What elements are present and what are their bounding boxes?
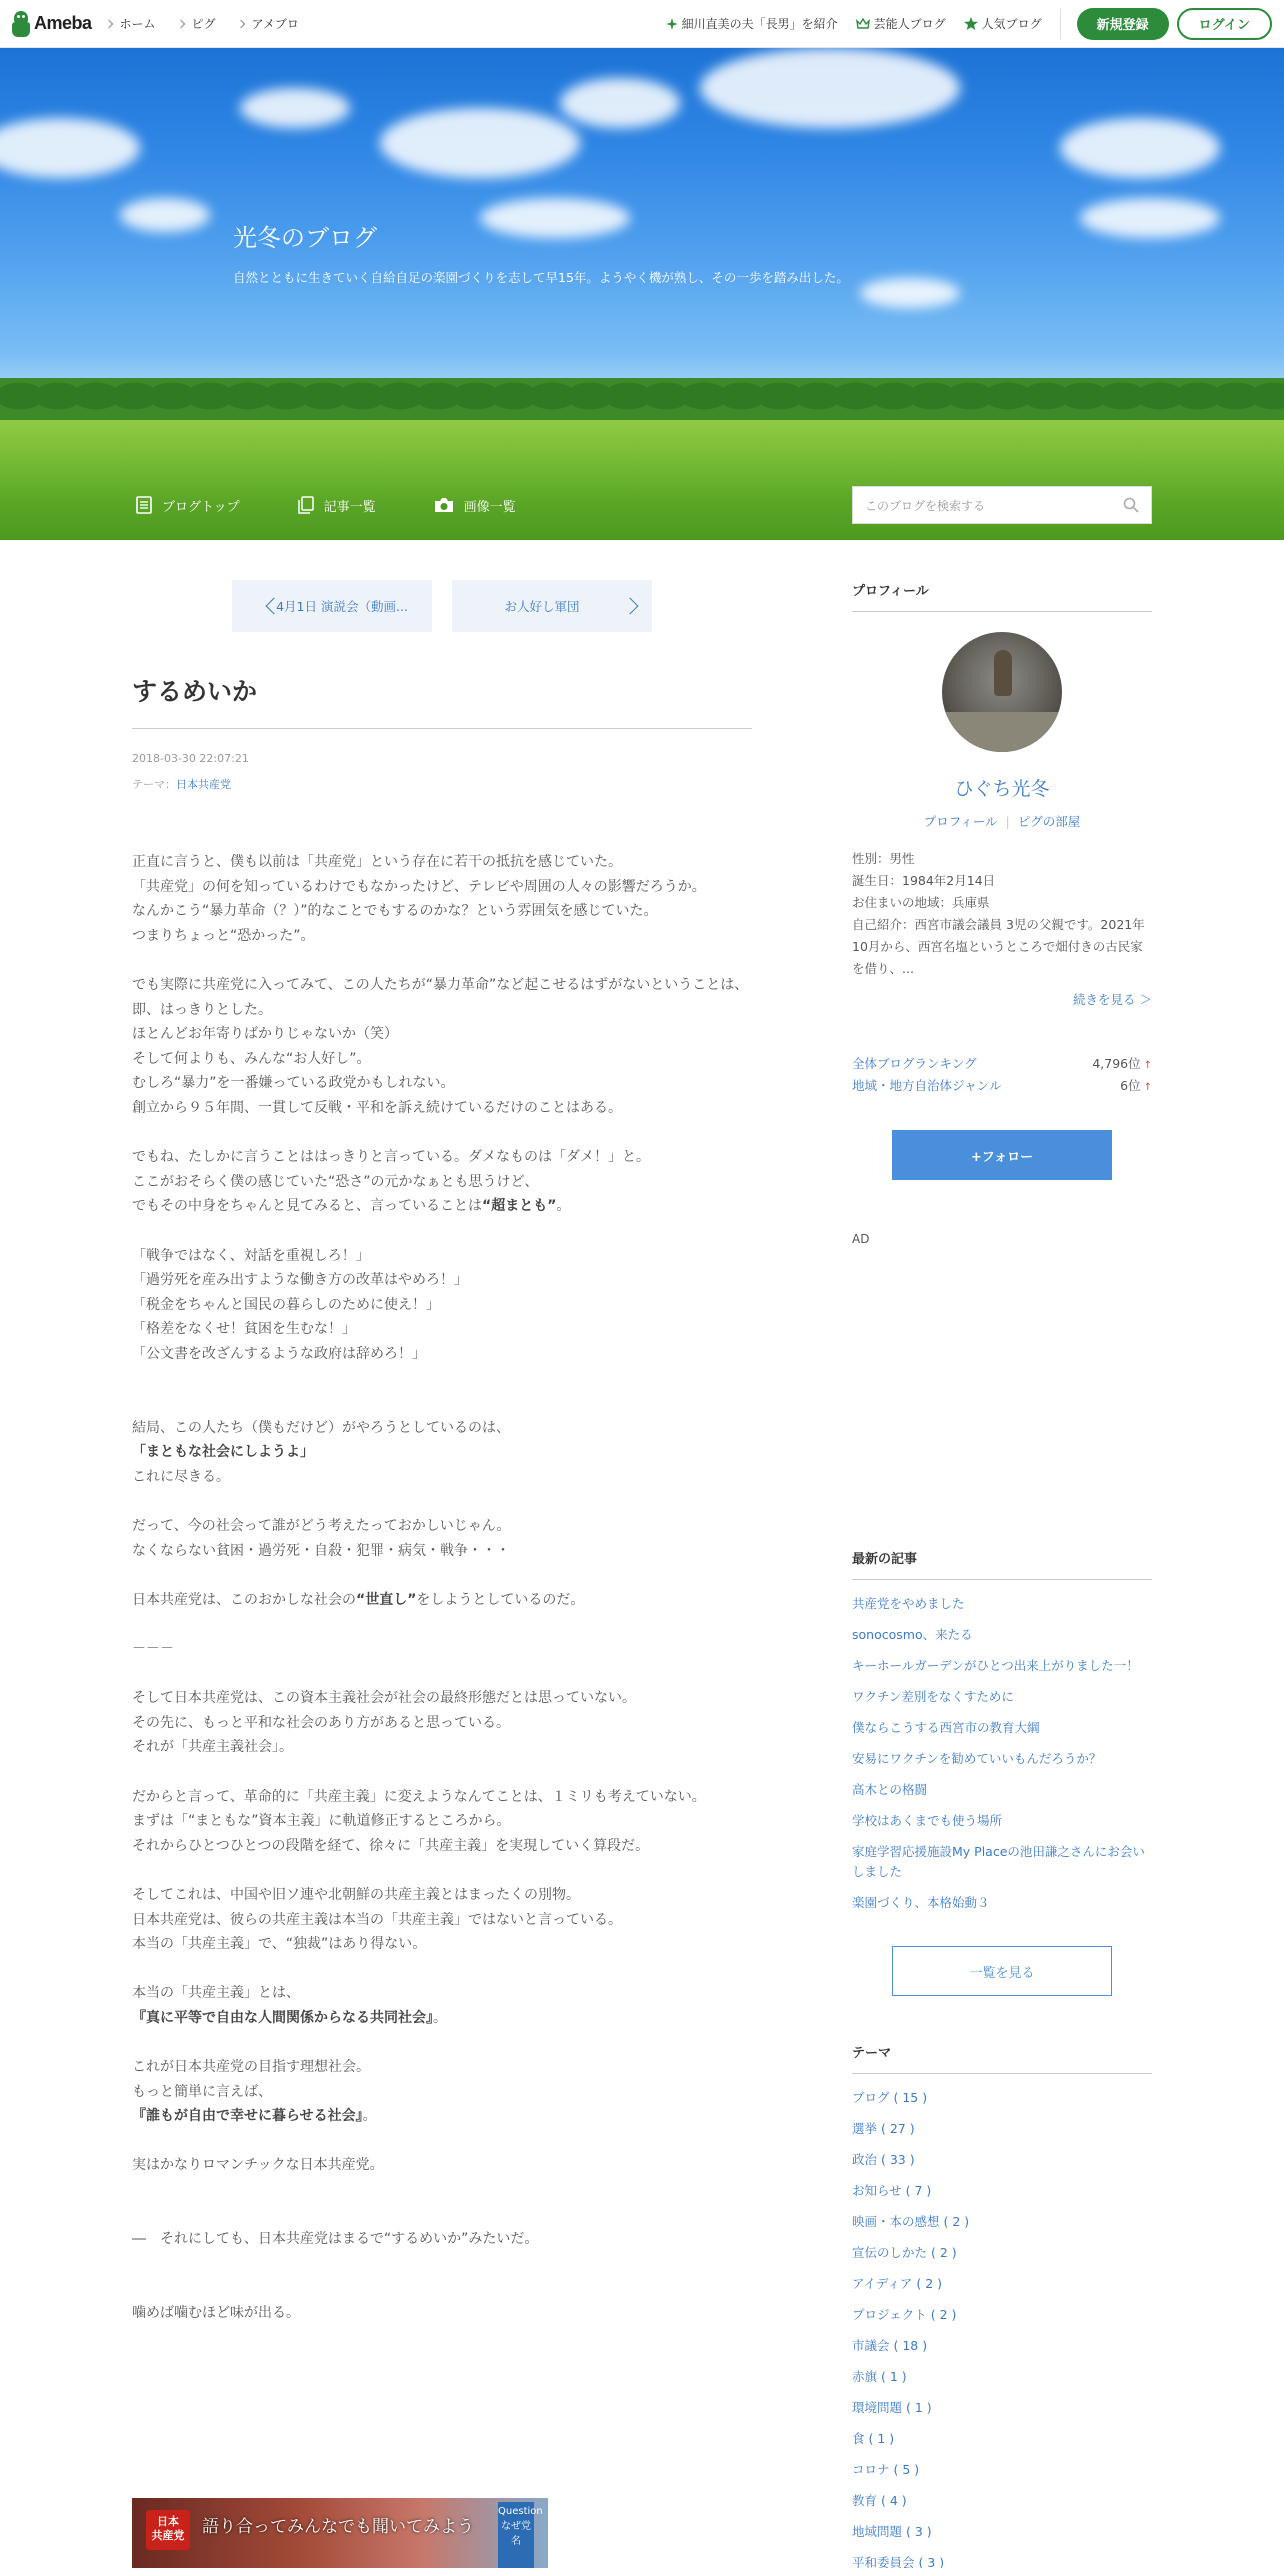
ranking-genre: 地域・地方自治体ジャンル 6位 ↑ [852, 1078, 1152, 1093]
cloud [700, 48, 960, 128]
blog-title[interactable]: 光冬のブログ [233, 225, 377, 252]
video-side-label: Question なぜ党名 [498, 2502, 534, 2568]
paragraph: 実はかなりロマンチックな日本共産党。 [132, 2157, 384, 2174]
ranking-overall: 全体ブログランキング 4,796位 ↑ [852, 1056, 1152, 1071]
cloud [0, 118, 140, 178]
spacer [132, 2276, 752, 2301]
paragraph: 本当の「共産主義」とは、 『真に平等で自由な人間関係からなる共同社会』。 [132, 1985, 447, 2026]
crown-icon [856, 18, 870, 30]
spacer [132, 1391, 752, 1416]
paragraph: －－－ [132, 1641, 174, 1657]
featured-link[interactable]: 細川直美の夫「長男」を紹介 [666, 15, 838, 32]
chevron-right-icon [622, 598, 639, 615]
paragraph: でも実際に共産党に入ってみて、この人たちが“暴力革命”など起こせるはずがないということは、即、はっきりとした。 ほとんどお年寄りばかりじゃないか（笑） そして何よりも、みんな“お人好し”。 むしろ“暴力”を一番嫌っている政党かもしれない。 創立から９５年間、一貫して反戦・平和を訴え続けているだけのことはある。 [132, 976, 749, 1116]
paragraph: 結局、この人たち（僕もだけど）がやろうとしているのは、 「まともな社会にしようよ」 これに尽きる。 [132, 1419, 510, 1485]
nav-blog-top[interactable]: ブログトップ [136, 496, 240, 515]
latest-entry-link[interactable]: 学校はあくまでも使う場所 [852, 1813, 1003, 1828]
theme-item[interactable]: プロジェクト ( 2 ) [852, 2307, 957, 2322]
nav-image-list[interactable]: 画像一覧 [434, 496, 516, 515]
entry-pager [232, 580, 672, 632]
star-icon [964, 17, 978, 30]
theme-link[interactable]: 日本共産党 [176, 778, 231, 791]
profile-name[interactable]: ひぐち光冬 [954, 778, 1050, 800]
profile-more-link[interactable]: 続きを見る ＞ [1073, 992, 1152, 1007]
paragraph: 噛めば噛むほど味が出る。 [132, 2305, 300, 2322]
pig-room-link[interactable]: ピグの部屋 [1017, 814, 1081, 829]
follow-button[interactable]: +フォロー [892, 1130, 1112, 1180]
copy-icon [298, 496, 314, 514]
theme-item[interactable]: 市議会 ( 18 ) [852, 2338, 928, 2353]
rank-up-icon: ↑ [1143, 1082, 1152, 1093]
blog-search-input[interactable]: このブログを検索する [852, 486, 1152, 524]
blog-header-banner [0, 48, 1284, 540]
latest-heading: 最新の記事 [852, 1548, 1152, 1580]
latest-entry-link[interactable]: 共産党をやめました [852, 1596, 965, 1611]
chevron-right-icon [176, 19, 184, 27]
video-badge: 日本 共産党 [146, 2510, 190, 2550]
paragraph: これが日本共産党の目指す理想社会。 もっと簡単に言えば、 『誰もが自由で幸せに暮らせる社会』。 [132, 2059, 377, 2125]
profile-heading: プロフィール [852, 580, 1152, 612]
ameba-logo[interactable]: Ameba [12, 0, 92, 48]
paragraph: そして日本共産党は、この資本主義社会が社会の最終形態だとは思っていない。 その先に、もっと平和な社会のあり方があると思っている。 それが「共産主義社会」。 [132, 1690, 636, 1756]
nav-entry-list[interactable]: 記事一覧 [298, 496, 376, 515]
celebrity-blog-link[interactable]: 芸能人ブログ [856, 15, 946, 32]
profile-info: 性別：男性 誕生日：1984年2月14日 お住まいの地域：兵庫県 自己紹介：西宮市議会議員 3児の父親です。2021年10月から、西宮名塩というところで畑付きの古民家を借り、... [852, 851, 1145, 976]
spacer [132, 2203, 752, 2228]
theme-item[interactable]: 宣伝のしかた ( 2 ) [852, 2245, 957, 2260]
latest-entry-link[interactable]: 高木との格闘 [852, 1782, 928, 1797]
latest-entry-link[interactable]: ワクチン差別をなくすために [852, 1689, 1014, 1704]
separator: | [1005, 814, 1010, 829]
prev-entry-link[interactable]: 4月1日 演説会（動画... [232, 580, 432, 632]
cloud [560, 78, 680, 128]
ameba-mascot-icon [12, 11, 30, 37]
theme-list [852, 2042, 1152, 2568]
theme-item[interactable]: 地域問題 ( 3 ) [852, 2524, 932, 2539]
paragraph: 正直に言うと、僕も以前は「共産党」という存在に若干の抵抗を感じていた。 「共産党」の何を知っているわけでもなかったけど、テレビや周囲の人々の影響だろうか。 なんかこう“暴力革命（？）”的なことでもするのかな？という雰囲気を感じていた。 つまりちょっと“恐かった”。 [132, 854, 706, 944]
latest-entry-link[interactable]: sonocosmo、来たる [852, 1627, 973, 1642]
latest-entry-link[interactable]: 家庭学習応援施設My Placeの池田謙之さんにお会いしました [852, 1844, 1145, 1879]
latest-entry-link[interactable]: キーホールガーデンがひとつ出来上がりました一！ [852, 1658, 1139, 1673]
popular-blog-link[interactable]: 人気ブログ [964, 15, 1042, 32]
avatar[interactable] [942, 632, 1062, 752]
next-entry-link[interactable]: お人好し軍団 [452, 580, 652, 632]
divider [132, 728, 752, 729]
profile-link[interactable]: プロフィール [923, 814, 998, 829]
cloud [1080, 198, 1220, 238]
theme-item[interactable]: お知らせ ( 7 ) [852, 2183, 932, 2198]
chevron-right-icon [104, 19, 112, 27]
embedded-video[interactable] [132, 2498, 548, 2568]
paragraph: だからと言って、革命的に「共産主義」に変えようなんてことは、１ミリも考えていない。 まずは「“まともな”資本主義」に軌道修正するところから。 それからひとつひとつの段階を経て、徐々に「共産主義」を実現していく算段だ。 [132, 1788, 706, 1854]
paragraph: 「戦争ではなく、対話を重視しろ！」 「過労死を産み出すような働き方の改革はやめろ！」 「税金をちゃんと国民の暮らしのために使え！」 「格差をなくせ！貧困を生むな！」 「公文書を改ざんするような政府は辞めろ！」 [132, 1247, 468, 1362]
search-icon[interactable] [1123, 497, 1139, 513]
paragraph: 日本共産党は、このおかしな社会の“世直し”をしようとしているのだ。 [132, 1591, 585, 1608]
entry-title: するめいか [132, 677, 258, 706]
theme-item[interactable]: 食 ( 1 ) [852, 2431, 895, 2446]
view-all-button[interactable]: 一覧を見る [892, 1946, 1112, 1996]
theme-item[interactable]: 教育 ( 4 ) [852, 2493, 907, 2508]
theme-item[interactable]: 選挙 ( 27 ) [852, 2121, 915, 2136]
cloud [120, 198, 210, 232]
paragraph: ― それにしても、日本共産党はまるで“するめいか”みたいだ。 [132, 2231, 539, 2248]
signup-button[interactable]: 新規登録 [1077, 8, 1169, 40]
video-title: 語り合ってみんなでも聞いてみよう [202, 2517, 474, 2537]
blog-description: 自然とともに生きていく自給自足の楽園づくりを志して早15年。ようやく機が熟し、その一歩を踏み出した。 [233, 270, 849, 285]
latest-entry-link[interactable]: 安易にワクチンを勧めていいもんだろうか？ [852, 1751, 1102, 1766]
camera-icon [434, 497, 454, 513]
global-nav [106, 15, 321, 32]
paragraph: そしてこれは、中国や旧ソ連や北朝鮮の共産主義とはまったくの別物。 日本共産党は、彼らの共産主義は本当の「共産主義」ではないと言っている。 本当の「共産主義」で、“独裁”はあり得ない。 [132, 1886, 622, 1953]
entry-theme: テーマ：日本共産党 [132, 778, 231, 791]
cloud [1060, 118, 1220, 178]
ranking-link[interactable]: 全体ブログランキング [852, 1056, 977, 1071]
themes-heading: テーマ [852, 2042, 1152, 2074]
paragraph: でもね、たしかに言うことははっきりと言っている。ダメなものは「ダメ！」と。 ここがおそらく僕の感じていた“恐さ”の元かなぁとも思うけど、 でもその中身をちゃんと見てみると、言っていることは“超まとも”。 [132, 1149, 650, 1215]
sparkle-icon [666, 18, 678, 30]
theme-item[interactable]: 赤旗 ( 1 ) [852, 2369, 907, 2384]
entry-date: 2018-03-30 22:07:21 [132, 752, 249, 765]
cloud [380, 108, 580, 178]
profile-links [852, 812, 1152, 830]
nav-ameblo[interactable]: アメブロ [238, 15, 299, 32]
rank-up-icon: ↑ [1143, 1060, 1152, 1071]
latest-entry-link[interactable]: 僕ならこうする西宮市の教育大綱 [852, 1720, 1040, 1735]
theme-item[interactable]: コロナ ( 5 ) [852, 2462, 920, 2477]
entry-body [132, 850, 752, 2350]
cloud [480, 198, 630, 238]
theme-item[interactable]: 政治 ( 33 ) [852, 2152, 915, 2167]
chevron-right-icon [236, 19, 244, 27]
paragraph: だって、今の社会って誰がどう考えたっておかしいじゃん。 なくならない貧困・過労死・自殺・犯罪・病気・戦争・・・ [132, 1518, 511, 1559]
cloud [240, 88, 350, 128]
theme-item[interactable]: ブログ ( 15 ) [852, 2090, 928, 2105]
latest-entries [852, 1548, 1152, 1924]
latest-entry-link[interactable]: 楽園づくり、本格始動３ [852, 1895, 990, 1910]
divider [1060, 9, 1061, 39]
ranking-link[interactable]: 地域・地方自治体ジャンル [852, 1078, 1002, 1093]
cloud [860, 278, 960, 308]
document-icon [136, 496, 152, 514]
nav-pig[interactable]: ピグ [178, 15, 216, 32]
global-header [0, 0, 1284, 48]
ad-label: AD [852, 1232, 870, 1246]
theme-item[interactable]: アイディア ( 2 ) [852, 2276, 943, 2291]
tree-line [0, 366, 1284, 426]
theme-item[interactable]: 映画・本の感想 ( 2 ) [852, 2214, 970, 2229]
theme-item[interactable]: 平和委員会 ( 3 ) [852, 2555, 945, 2568]
theme-item[interactable]: 環境問題 ( 1 ) [852, 2400, 932, 2415]
nav-home[interactable]: ホーム [106, 15, 156, 32]
login-button[interactable]: ログイン [1177, 8, 1272, 40]
